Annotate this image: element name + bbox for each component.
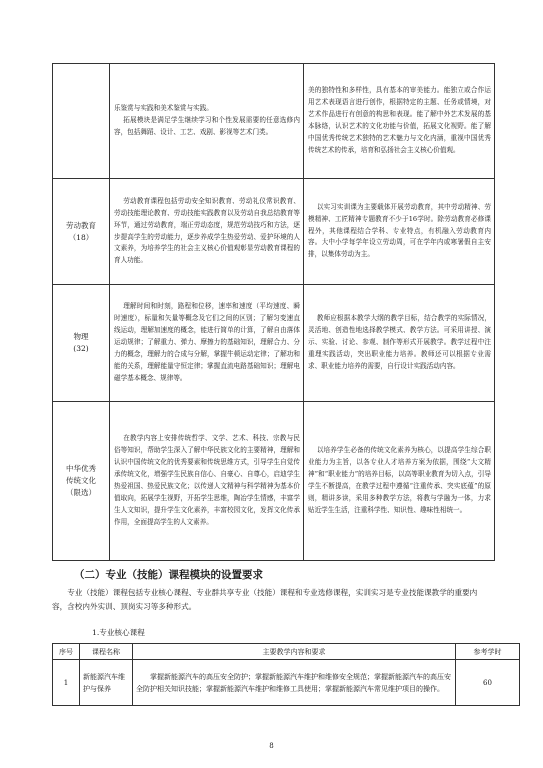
requirement-text: 以培养学生必备的传统文化素养为核心，以提高学生综合职业能力为主旨，以各专业人才培养方案为依据，围绕“大文精神”和“职业能力”的培养目标，以高等职业教育为切入点，引导学生不断提高，在教学过程中遵循“注重传承、突实底蕴”的原则，精讲多读，采用多种教学方法，将教与学融为一体，力求贴近学生生活，注重科学性、知识性、趣味性相统一。	[308, 446, 491, 514]
requirement-text: 以实习实训课为主要载体开展劳动教育，其中劳动精神、劳模精神、工匠精神专题教育不少于16学时。除劳动教育必修课程外，其他课程结合学科、专业特点，有机融入劳动教育内容。大中小学每学年设立劳动周，可在学年内或寒暑假自主安排，以集体劳动为主。	[308, 202, 491, 259]
course-content: 掌握新能源汽车的高压安全防护；掌握新能源汽车维护和维修安全规范；掌握新能源汽车的高压安全防护相关知识技能；掌握新能源汽车维护和维修工具使用；掌握新能源汽车常见维护项目的操作。	[133, 660, 456, 706]
requirement-cell	[304, 179, 495, 285]
requirement-cell	[304, 285, 495, 402]
row-number: 1	[53, 660, 80, 706]
content-text: 在教学内容上安排传统哲学、文学、艺术、科技、宗教与民俗等知识，帮助学生深入了解中华民族文化的主要精神，理解和认识中国传统文化的优秀要素和传统思维方式，引导学生自觉传承传统文化，增强学生民族自信心、自豪心、自尊心，启迪学生热爱祖国、热爱民族文化；以传递人文精神与科学精神为基本价值取向，拓展学生视野，开拓学生思维，陶冶学生情感，丰富学生人文知识，提升学生文化素养，丰富校园文化，发挥文化传承作用，全面提高学生的人文素养。	[114, 434, 301, 526]
content-text: 乐鉴赏与实践和美术鉴赏与实践。 拓展模块是满足学生继续学习和个性发展需要的任意选修内容，包括舞蹈、设计、工艺、戏剧、影视等艺术门类。	[114, 104, 301, 136]
table-header-row	[53, 644, 520, 660]
table-row	[53, 402, 495, 561]
core-courses-table	[52, 643, 520, 706]
category-cell: 劳动教育 （18）	[53, 179, 110, 285]
column-header: 主要教学内容和要求	[133, 644, 456, 660]
course-requirements-table	[52, 63, 495, 561]
content-text: 劳动教育课程包括劳动安全知识教育、劳动礼仪常识教育、劳动技能理论教育、劳动技能实践教育以及劳动自我总结教育等环节，通过劳动教育，端正劳动态度，规范劳动技巧和方法，逐步提高学生的劳动能力，逐步养成学生热爱劳动、爱护环境的人文素养，为培养学生的社会主义核心价值观彰显劳动教育课程的育人功能。	[114, 196, 301, 265]
table-row	[53, 179, 495, 285]
content-cell	[110, 402, 304, 561]
content-text: 理解时间和时刻，路程和位移，速率和速度（平均速度、瞬时速度），标量和矢量等概念及它们之间的区别；了解匀变速直线运动，理解加速度的概念，能进行简单的计算，了解自由落体运动规律；了解重力、弹力、摩擦力的基础知识，理解合力、分力的概念，理解力的合成与分解，掌握牛顿运动定律；了解功和能的关系，理解能量守恒定律；掌握直流电路基础知识；理解电磁学基本概念、规律等。	[114, 302, 301, 382]
column-header: 课程名称	[80, 644, 133, 660]
table-row	[53, 285, 495, 402]
requirement-text: 教师应根据本教学大纲的教学目标，结合教学的实际情况，灵活地、创造性地选择教学模式、教学方法。可采用讲授、演示、实验、讨论、参观、制作等形式开展教学。教学过程中注重理实践活动，突出职业能力培养。教师还可以根据专业需求、职业能力培养的需要，自行设计实践活动内容。	[308, 314, 491, 370]
content-cell	[110, 179, 304, 285]
subsection-heading: 1.专业核心课程	[92, 628, 145, 637]
table-row	[53, 64, 495, 179]
category-cell: 中华优秀 传统文化 （限选）	[53, 402, 110, 561]
content-cell	[110, 285, 304, 402]
requirement-text: 美的独特性和多样性，具有基本的审美能力。能独立或合作运用艺术表现语言进行创作，根据特定的主题、任务或情境，对艺术作品进行有创意的构思和表现。能了解中外艺术发展的基本脉络，认识艺术的文化功能与价值，拓展文化视野。能了解中国优秀传统艺术独特的艺术魅力与文化内涵，重视中国优秀传统艺术的传承，培育和弘扬社会主义核心价值观。	[308, 86, 491, 154]
category-cell	[53, 64, 110, 179]
column-header: 参考学时	[456, 644, 520, 660]
course-hours: 60	[456, 660, 520, 706]
column-header: 序号	[53, 644, 80, 660]
section-heading: （二）专业（技能）课程模块的设置要求	[74, 569, 263, 581]
section-paragraph: 专业（技能）课程包括专业核心课程、专业群共享专业（技能）课程和专业选修课程，实训实习是专业技能课教学的重要内容，含校内外实训、顶岗实习等多种形式。	[52, 588, 478, 611]
category-cell: 物理 (32)	[53, 285, 110, 402]
page-number: 8	[269, 742, 274, 750]
content-cell	[110, 64, 304, 179]
requirement-cell	[304, 64, 495, 179]
course-name: 新能源汽车维护与保养	[80, 660, 133, 706]
requirement-cell	[304, 402, 495, 561]
table-row	[53, 660, 520, 706]
